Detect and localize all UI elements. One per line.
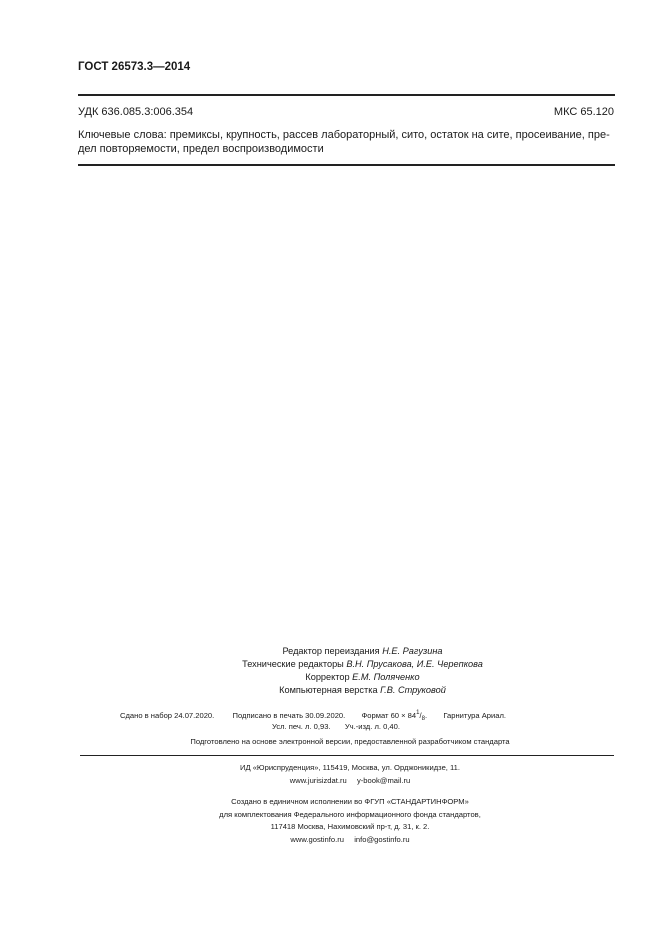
keywords-block: [78, 128, 615, 156]
creator-website: www.gostinfo.ru: [290, 834, 344, 844]
keywords-line-1: Ключевые слова: премиксы, крупность, рассев лабораторный, сито, остаток на сите, просеивание, пре-: [78, 129, 610, 141]
creator-line-2: для комплектования Федерального информационного фонда стандартов,: [219, 809, 481, 819]
top-rule: [78, 94, 615, 96]
publisher-website: www.jurisizdat.ru: [289, 775, 347, 785]
layout-name: Г.В. Струковой: [380, 685, 446, 695]
prepared-note: Подготовлено на основе электронной версии, предоставленной разработчиком стандарта: [190, 737, 510, 746]
submitted-date: Сдано в набор 24.07.2020.: [120, 711, 215, 720]
credit-corrector: Корректор Е.М. Поляченко: [305, 672, 420, 682]
credit-editor: Редактор переиздания Н.Е. Рагузина: [282, 646, 443, 656]
print-sheets: Усл. печ. л. 0,93.: [272, 722, 331, 731]
publishing-sheets: Уч.-изд. л. 0,40.: [344, 722, 400, 731]
tech-editor-names: В.Н. Прусакова, И.Е. Черепкова: [346, 659, 483, 669]
mks-code: МКС 65.120: [553, 106, 614, 118]
creator-block: [120, 796, 580, 846]
keywords-line-2: дел повторяемости, предел воспроизводимости: [78, 143, 324, 155]
standard-number: ГОСТ 26573.3—2014: [78, 61, 191, 73]
credit-tech-editors: Технические редакторы В.Н. Прусакова, И.Е. Черепкова: [242, 659, 483, 669]
publisher-block: [120, 762, 580, 787]
publisher-rule: [80, 755, 614, 756]
creator-line-1: Создано в единичном исполнении во ФГУП «СТАНДАРТИНФОРМ»: [231, 797, 469, 806]
typeface: Гарнитура Ариал.: [443, 711, 507, 720]
paper-format: Формат $60 \times 84^1/_8$.: [361, 710, 428, 722]
corrector-name: Е.М. Поляченко: [352, 672, 420, 682]
creator-contacts: [120, 834, 580, 847]
publisher-email: y-book@mail.ru: [356, 775, 411, 785]
signed-date: Подписано в печать 30.09.2020.: [232, 711, 346, 720]
editor-name: Н.Е. Рагузина: [382, 646, 443, 656]
print-info-row-2: [272, 720, 572, 733]
publisher-contacts: [120, 775, 580, 788]
creator-email: info@gostinfo.ru: [354, 834, 410, 844]
publisher-address: ИД «Юриспруденция», 115419, Москва, ул. Орджоникидзе, 11.: [239, 763, 461, 772]
credit-layout: Компьютерная верстка Г.В. Струковой: [279, 685, 446, 695]
credits-block: [150, 645, 575, 697]
udc-code: УДК 636.085.3:006.354: [78, 106, 194, 118]
keywords-bottom-rule: [78, 164, 615, 166]
creator-line-3: 117418 Москва, Нахимовский пр-т, д. 31, к. 2.: [270, 822, 430, 831]
